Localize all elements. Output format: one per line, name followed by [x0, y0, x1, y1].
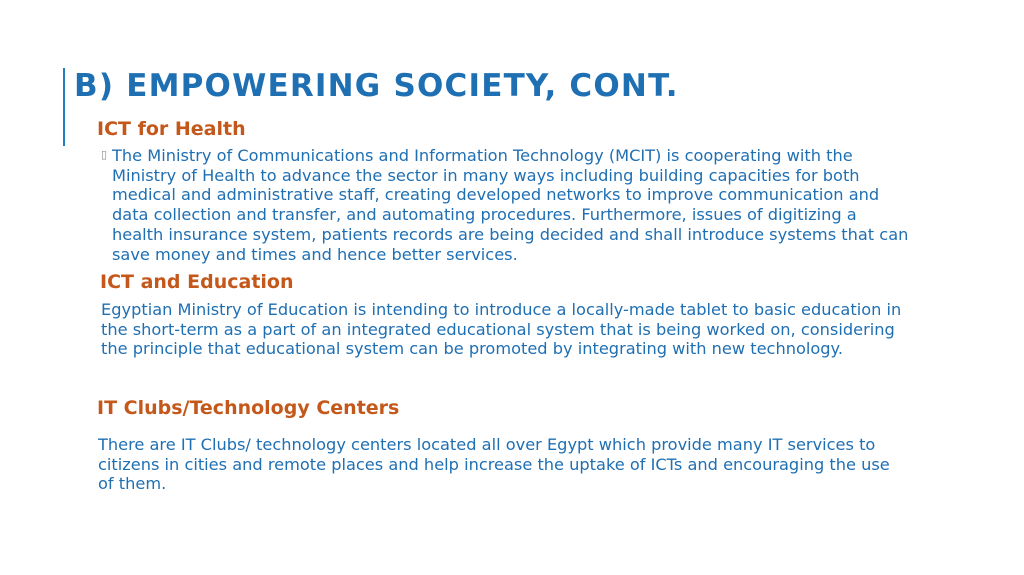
section-heading-health: ICT for Health	[97, 118, 246, 140]
bullet-icon: ▯	[101, 148, 108, 161]
slide-title: B) EMPOWERING SOCIETY, CONT.	[74, 68, 679, 104]
section-body-education: Egyptian Ministry of Education is intending to introduce a locally-made tablet to basic education in the short-term as a part of an integrated educational system that is being worked on, considering the principle that educational system can be promoted by integrating with new technology.	[101, 300, 902, 359]
section-body-health: The Ministry of Communications and Information Technology (MCIT) is cooperating with the Ministry of Health to advance the sector in many ways including building capacities for both medical and administrative staff, creating developed networks to improve communication and data collection and transfer, and automating procedures. Furthermore, issues of digitizing a health insurance system, patients records are being decided and shall introduce systems that can save money and times and hence better services.	[112, 146, 909, 264]
title-accent-bar	[63, 68, 65, 146]
section-body-it-clubs: There are IT Clubs/ technology centers located all over Egypt which provide many IT services to citizens in cities and remote places and help increase the uptake of ICTs and encouraging the use of them.	[98, 435, 890, 494]
section-heading-it-clubs: IT Clubs/Technology Centers	[97, 397, 400, 419]
section-heading-education: ICT and Education	[100, 271, 294, 293]
